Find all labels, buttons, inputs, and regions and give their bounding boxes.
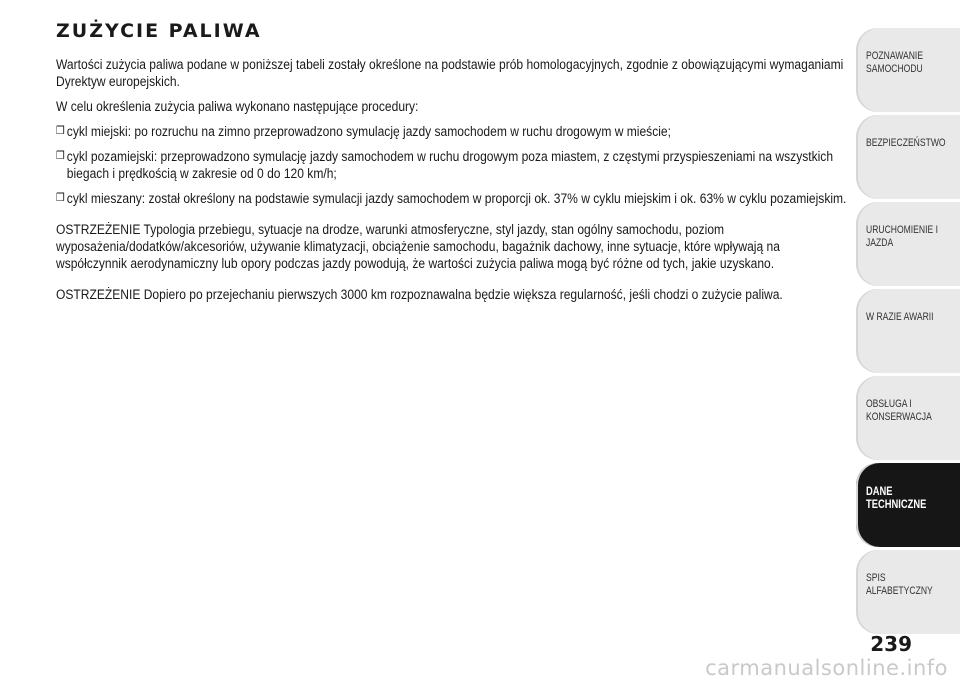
- watermark: carmanualsonline.info: [705, 656, 948, 680]
- tab-label: URUCHOMIENIE I JAZDA: [866, 224, 938, 249]
- tab-uruchomienie-i-jazda[interactable]: [856, 202, 960, 286]
- tab-label: BEZPIECZEŃSTWO: [866, 137, 946, 149]
- procedures-intro: W celu określenia zużycia paliwa wykonano następujące procedury:: [56, 99, 419, 114]
- intro-paragraph: Wartości zużycia paliwa podane w poniższej tabeli zostały określone na podstawie prób homologacyjnych, zgodnie z obowiązującymi wymaganiami Dyrektyw europejskich.: [56, 57, 844, 89]
- list-item: [56, 190, 848, 207]
- list-item-text: cykl mieszany: został określony na podstawie symulacji jazdy samochodem w proporcji ok. 37% w cyklu miejskim i ok. 63% w cyklu pozamiejskim.: [66, 191, 847, 206]
- page-content: [56, 20, 846, 311]
- tab-obsluga-i-konserwacja[interactable]: [856, 376, 960, 460]
- tab-label: W RAZIE AWARII: [866, 311, 934, 323]
- chapter-tabs: [856, 28, 960, 637]
- tab-w-razie-awarii[interactable]: [856, 289, 960, 373]
- list-item: [56, 123, 848, 140]
- tab-label: SPIS ALFABETYCZNY: [866, 572, 933, 597]
- tab-label: POZNAWANIE SAMOCHODU: [866, 50, 924, 75]
- page-number: 239: [870, 632, 912, 656]
- tab-poznawanie-samochodu[interactable]: [856, 28, 960, 112]
- tab-spis-alfabetyczny[interactable]: [856, 550, 960, 634]
- tab-bezpieczenstwo[interactable]: [856, 115, 960, 199]
- tab-dane-techniczne[interactable]: [856, 463, 960, 547]
- tab-label: DANE TECHNICZNE: [866, 484, 927, 511]
- checkbox-bullet-icon: ❒: [56, 150, 65, 162]
- list-item-text: cykl miejski: po rozruchu na zimno przeprowadzono symulację jazdy samochodem w ruchu drogowym w mieście;: [66, 124, 671, 139]
- section-title: ZUŻYCIE PALIWA: [56, 20, 262, 42]
- checkbox-bullet-icon: ❒: [56, 192, 65, 204]
- warning-paragraph: OSTRZEŻENIE Dopiero po przejechaniu pierwszych 3000 km rozpoznawalna będzie większa regularność, jeśli chodzi o zużycie paliwa.: [56, 287, 783, 302]
- list-item: [56, 148, 848, 182]
- list-item-text: cykl pozamiejski: przeprowadzono symulację jazdy samochodem w ruchu drogowym poza miastem, z częstymi przyspieszeniami na wszystkich biegach i prędkością w zakresie od 0 do 120 km/h;: [66, 149, 834, 181]
- checkbox-bullet-icon: ❒: [56, 125, 65, 137]
- warning-paragraph: OSTRZEŻENIE Typologia przebiegu, sytuacje na drodze, warunki atmosferyczne, styl jazdy, stan ogólny samochodu, poziom wyposażenia/dodatków/akcesoriów, używanie klimatyzacji, obciążenie samochodu, bagażnik dachowy, inne sytuacje, które wpływają na współczynnik aerodynamiczny lub opory podczas jazdy powodują, że wartości zużycia paliwa mogą być różne od tych, jakie uzyskano.: [56, 222, 780, 271]
- tab-label: OBSŁUGA I KONSERWACJA: [866, 398, 932, 423]
